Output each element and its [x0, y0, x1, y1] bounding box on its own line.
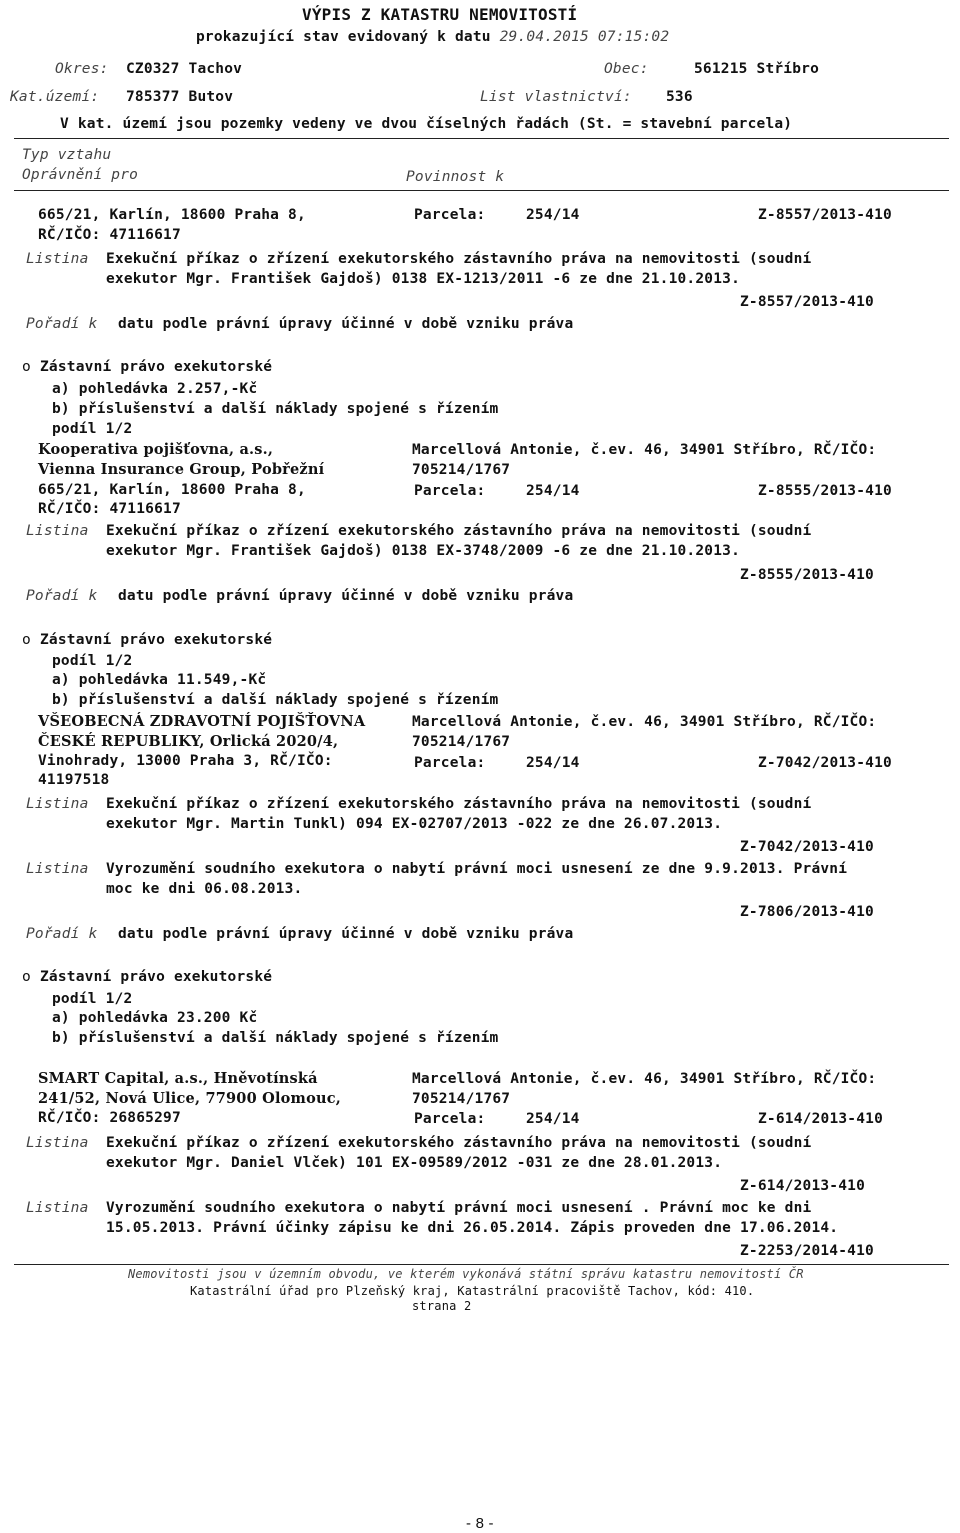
footer-line1: Nemovitosti jsou v územním obvodu, ve kterém vykonává státní správu katastru nemovitostí ČR	[128, 1267, 804, 1281]
block2-zref2: Z-8555/2013-410	[740, 567, 874, 583]
block2-listina-line2: exekutor Mgr. František Gajdoš) 0138 EX-3748/2009 -6 ze dne 21.10.2013.	[106, 543, 741, 559]
block4-claim-b: b) příslušenství a další náklady spojené s řízením	[52, 1030, 499, 1046]
block4-parcela-label: Parcela:	[414, 1111, 486, 1127]
block3-listina-label: Listina	[26, 796, 89, 812]
block1-parcela-value: 254/14	[526, 207, 580, 223]
block3-poradi-label: Pořadí k	[26, 926, 98, 942]
block3-parcela-value: 254/14	[526, 755, 580, 771]
document-title: VÝPIS Z KATASTRU NEMOVITOSTÍ	[302, 5, 578, 24]
block3-listina2-line2: moc ke dni 06.08.2013.	[106, 881, 303, 897]
block3-title: Zástavní právo exekutorské	[40, 632, 273, 648]
block4-zref2: Z-614/2013-410	[740, 1178, 866, 1194]
block3-zref2: Z-7042/2013-410	[740, 839, 874, 855]
block3-left3: Vinohrady, 13000 Praha 3, RČ/IČO:	[38, 753, 333, 769]
block3-listina-line1: Exekuční příkaz o zřízení exekutorského zástavního práva na nemovitosti (soudní	[106, 796, 812, 812]
block3-left1: VŠEOBECNÁ ZDRAVOTNÍ POJIŠŤOVNA	[38, 713, 366, 730]
block3-zref3: Z-7806/2013-410	[740, 904, 874, 920]
document-subtitle	[196, 28, 669, 46]
okres-value: CZ0327 Tachov	[126, 61, 243, 77]
block4-title: Zástavní právo exekutorské	[40, 969, 273, 985]
block1-zref: Z-8557/2013-410	[758, 207, 892, 223]
block1-listina-line2: exekutor Mgr. František Gajdoš) 0138 EX-1213/2011 -6 ze dne 21.10.2013.	[106, 271, 741, 287]
obec-value: 561215 Stříbro	[694, 61, 820, 77]
block3-zref: Z-7042/2013-410	[758, 755, 892, 771]
block2-parcela-label: Parcela:	[414, 483, 486, 499]
block2-right1: Marcellová Antonie, č.ev. 46, 34901 Stříbro, RČ/IČO:	[412, 442, 877, 458]
block4-zref3: Z-2253/2014-410	[740, 1243, 874, 1259]
block3-listina2-label: Listina	[26, 861, 89, 877]
block2-zref: Z-8555/2013-410	[758, 483, 892, 499]
block1-listina-label: Listina	[26, 251, 89, 267]
block3-bullet: o	[22, 632, 31, 648]
block4-right1: Marcellová Antonie, č.ev. 46, 34901 Stříbro, RČ/IČO:	[412, 1071, 877, 1087]
block4-listina-line1: Exekuční příkaz o zřízení exekutorského zástavního práva na nemovitosti (soudní	[106, 1135, 812, 1151]
block3-left4: 41197518	[38, 772, 110, 788]
block1-parcela-label: Parcela:	[414, 207, 486, 223]
block2-left2: Vienna Insurance Group, Pobřežní	[38, 461, 325, 478]
header-divider	[14, 138, 949, 139]
block3-poradi-text: datu podle právní úpravy účinné v době vzniku práva	[118, 926, 574, 942]
footer-page: strana 2	[412, 1299, 472, 1313]
page-number: - 8 -	[466, 1515, 494, 1532]
block2-left3: 665/21, Karlín, 18600 Praha 8,	[38, 482, 306, 498]
footer-divider	[14, 1264, 949, 1265]
block4-left3: RČ/IČO: 26865297	[38, 1110, 181, 1126]
block1-zref2: Z-8557/2013-410	[740, 294, 874, 310]
block2-title: Zástavní právo exekutorské	[40, 359, 273, 375]
list-value: 536	[666, 89, 693, 105]
block3-listina-line2: exekutor Mgr. Martin Tunkl) 094 EX-02707/2013 -022 ze dne 26.07.2013.	[106, 816, 723, 832]
block1-poradi-text: datu podle právní úpravy účinné v době vzniku práva	[118, 316, 574, 332]
column-opravneni-pro: Oprávnění pro	[22, 167, 139, 183]
cadastre-note: V kat. území jsou pozemky vedeny ve dvou číselných řadách (St. = stavební parcela)	[60, 116, 793, 132]
block3-claim-a: a) pohledávka 11.549,-Kč	[52, 672, 267, 688]
block2-parcela-value: 254/14	[526, 483, 580, 499]
block1-poradi-label: Pořadí k	[26, 316, 98, 332]
block1-line1: 665/21, Karlín, 18600 Praha 8,	[38, 207, 306, 223]
block4-listina2-line2: 15.05.2013. Právní účinky zápisu ke dni 26.05.2014. Zápis proveden dne 17.06.2014.	[106, 1220, 839, 1236]
block2-podil: podíl 1/2	[52, 421, 133, 437]
block2-right2: 705214/1767	[412, 462, 511, 478]
block4-podil: podíl 1/2	[52, 991, 133, 1007]
block3-parcela-label: Parcela:	[414, 755, 486, 771]
block3-listina2-line1: Vyrozumění soudního exekutora o nabytí právní moci usnesení ze dne 9.9.2013. Právní	[106, 861, 848, 877]
block4-right2: 705214/1767	[412, 1091, 511, 1107]
block4-left1: SMART Capital, a.s., Hněvotínská	[38, 1070, 318, 1087]
okres-label: Okres:	[55, 61, 109, 77]
block1-listina-line1: Exekuční příkaz o zřízení exekutorského zástavního práva na nemovitosti (soudní	[106, 251, 812, 267]
block4-claim-a: a) pohledávka 23.200 Kč	[52, 1010, 258, 1026]
block2-left1: Kooperativa pojišťovna, a.s.,	[38, 441, 274, 458]
subtitle-prefix: prokazující stav evidovaný k datu	[196, 29, 491, 45]
block4-zref: Z-614/2013-410	[758, 1111, 884, 1127]
subtitle-date: 29.04.2015 07:15:02	[499, 29, 670, 45]
block4-left2: 241/52, Nová Ulice, 77900 Olomouc,	[38, 1090, 341, 1107]
block2-bullet: o	[22, 359, 31, 375]
block4-parcela-value: 254/14	[526, 1111, 580, 1127]
block3-right1: Marcellová Antonie, č.ev. 46, 34901 Stříbro, RČ/IČO:	[412, 714, 877, 730]
block4-bullet: o	[22, 969, 31, 985]
column-povinnost-k: Povinnost k	[406, 169, 505, 185]
footer-line2: Katastrální úřad pro Plzeňský kraj, Katastrální pracoviště Tachov, kód: 410.	[190, 1284, 755, 1298]
list-label: List vlastnictví:	[480, 89, 632, 105]
obec-label: Obec:	[604, 61, 649, 77]
block2-claim-a: a) pohledávka 2.257,-Kč	[52, 381, 258, 397]
block3-podil: podíl 1/2	[52, 653, 133, 669]
block3-right2: 705214/1767	[412, 734, 511, 750]
block1-line2: RČ/IČO: 47116617	[38, 227, 181, 243]
block2-poradi-label: Pořadí k	[26, 588, 98, 604]
block4-listina-line2: exekutor Mgr. Daniel Vlček) 101 EX-09589/2012 -031 ze dne 28.01.2013.	[106, 1155, 723, 1171]
block3-left2: ČESKÉ REPUBLIKY, Orlická 2020/4,	[38, 733, 339, 750]
block4-listina2-line1: Vyrozumění soudního exekutora o nabytí právní moci usnesení . Právní moc ke dni	[106, 1200, 812, 1216]
block4-listina2-label: Listina	[26, 1200, 89, 1216]
block2-claim-b: b) příslušenství a další náklady spojené s řízením	[52, 401, 499, 417]
kat-label: Kat.území:	[10, 89, 100, 105]
block2-listina-line1: Exekuční příkaz o zřízení exekutorského zástavního práva na nemovitosti (soudní	[106, 523, 812, 539]
block4-listina-label: Listina	[26, 1135, 89, 1151]
block3-claim-b: b) příslušenství a další náklady spojené s řízením	[52, 692, 499, 708]
block2-left4: RČ/IČO: 47116617	[38, 501, 181, 517]
block2-poradi-text: datu podle právní úpravy účinné v době vzniku práva	[118, 588, 574, 604]
block2-listina-label: Listina	[26, 523, 89, 539]
kat-value: 785377 Butov	[126, 89, 234, 105]
columns-divider	[14, 190, 949, 191]
column-typ-vztahu: Typ vztahu	[22, 147, 112, 163]
